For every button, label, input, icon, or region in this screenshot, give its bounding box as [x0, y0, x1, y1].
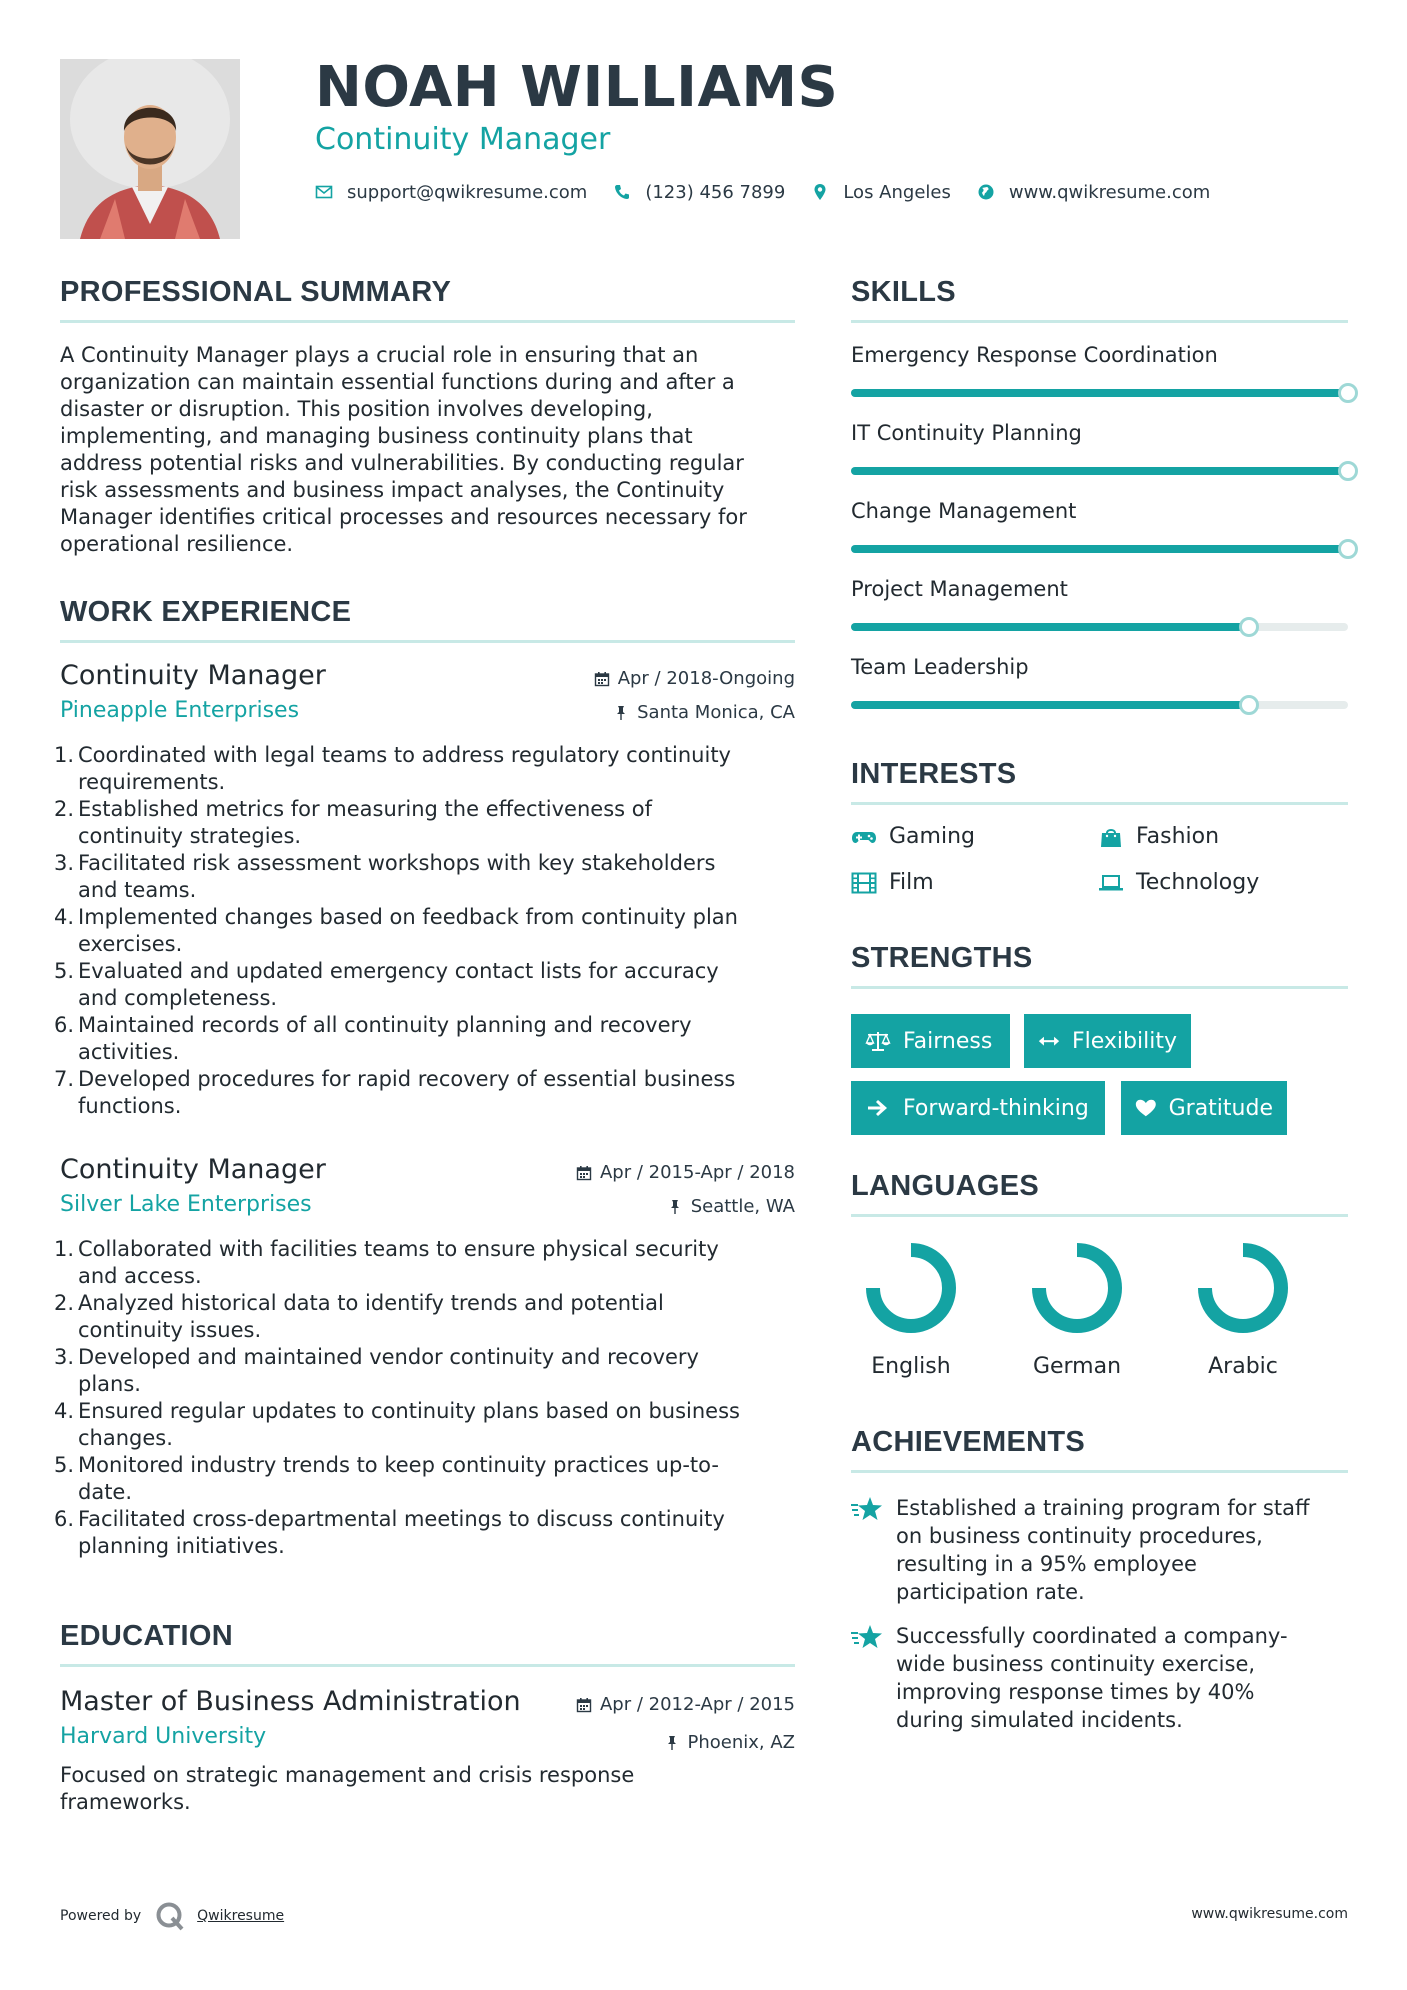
education-heading: EDUCATION	[60, 1620, 233, 1652]
duty-number: 7.	[54, 1067, 75, 1091]
job-location-text: Santa Monica, CA	[637, 702, 795, 723]
duty-line: Collaborated with facilities teams to ensure physical security	[78, 1237, 719, 1261]
summary-heading: PROFESSIONAL SUMMARY	[60, 276, 452, 308]
education-dates	[576, 1694, 795, 1715]
summary-line: Manager identifies critical processes and resources necessary for	[60, 505, 747, 529]
contact-bar	[315, 180, 1236, 204]
laptop-icon	[1098, 872, 1124, 894]
candidate-title: Continuity Manager	[315, 122, 611, 157]
interest-label: Film	[889, 870, 934, 895]
job-entry	[54, 660, 795, 1120]
achievement-item	[851, 1622, 1348, 1742]
strength-label: Flexibility	[1072, 1028, 1177, 1054]
calendar-icon	[576, 1165, 592, 1181]
duty-number: 4.	[54, 905, 75, 929]
language-label: German	[1032, 1354, 1122, 1379]
duty-line: activities.	[78, 1040, 180, 1064]
duty-line: changes.	[78, 1426, 173, 1450]
film-icon	[851, 872, 877, 894]
duty-line: Implemented changes based on feedback from continuity plan	[78, 905, 738, 929]
achievement-line: on business continuity procedures,	[896, 1524, 1263, 1548]
duty-line: plans.	[78, 1372, 141, 1396]
interest-item	[851, 870, 934, 895]
summary-line: A Continuity Manager plays a crucial role in ensuring that an	[60, 343, 699, 367]
achievement-line: improving response times by 40%	[896, 1680, 1255, 1704]
duty-line: continuity issues.	[78, 1318, 262, 1342]
star-icon	[851, 1624, 883, 1652]
skill-label: Team Leadership	[851, 655, 1029, 679]
skill-knob	[1239, 617, 1259, 637]
skill-track	[851, 389, 1348, 397]
duty-number: 6.	[54, 1013, 75, 1037]
strengths-heading-wrap	[851, 942, 1033, 975]
duty-item	[54, 850, 795, 904]
strength-badge	[1024, 1014, 1191, 1068]
job-company: Silver Lake Enterprises	[60, 1192, 312, 1217]
duty-number: 2.	[54, 1291, 75, 1315]
duty-number: 1.	[54, 1237, 75, 1261]
languages-heading: LANGUAGES	[851, 1170, 1039, 1202]
interests-divider	[851, 802, 1348, 805]
duty-number: 2.	[54, 797, 75, 821]
duty-line: continuity strategies.	[78, 824, 302, 848]
achievement-item	[851, 1494, 1348, 1614]
duty-item	[54, 958, 795, 1012]
email-icon	[315, 183, 333, 201]
skill-label: IT Continuity Planning	[851, 421, 1082, 445]
strengths-heading: STRENGTHS	[851, 942, 1033, 974]
skill-fill	[851, 467, 1348, 475]
skill-item	[851, 421, 1348, 481]
duty-line: Facilitated risk assessment workshops with key stakeholders	[78, 851, 716, 875]
footer-powered-by	[60, 1901, 284, 1931]
job-duties	[54, 1236, 795, 1560]
job-location	[667, 1196, 795, 1217]
education-dates-text: Apr / 2012-Apr / 2015	[599, 1694, 795, 1715]
interests-heading-wrap	[851, 758, 1016, 791]
profile-photo	[60, 59, 240, 239]
duty-line: date.	[78, 1480, 133, 1504]
duty-number: 6.	[54, 1507, 75, 1531]
job-dates-text: Apr / 2015-Apr / 2018	[599, 1162, 795, 1183]
language-ring	[1029, 1240, 1125, 1336]
skill-item	[851, 343, 1348, 403]
duty-item	[54, 742, 795, 796]
job-duties	[54, 742, 795, 1120]
duty-item	[54, 796, 795, 850]
duty-line: and completeness.	[78, 986, 278, 1010]
duty-item	[54, 1398, 795, 1452]
duty-item	[54, 1344, 795, 1398]
languages-divider	[851, 1214, 1348, 1217]
interest-label: Fashion	[1136, 824, 1220, 849]
job-entry	[54, 1154, 795, 1564]
contact-email[interactable]: support@qwikresume.com	[347, 181, 588, 203]
duty-item	[54, 1236, 795, 1290]
skill-fill	[851, 545, 1348, 553]
degree-title: Master of Business Administration	[60, 1686, 521, 1717]
languages-heading-wrap	[851, 1170, 1039, 1203]
achievements-divider	[851, 1470, 1348, 1473]
achievements-heading: ACHIEVEMENTS	[851, 1426, 1086, 1458]
interest-item	[1098, 824, 1219, 849]
duty-line: Established metrics for measuring the effectiveness of	[78, 797, 652, 821]
candidate-name: NOAH WILLIAMS	[315, 55, 839, 120]
summary-line: organization can maintain essential functions during and after a	[60, 370, 735, 394]
arrow-right-icon	[865, 1097, 891, 1119]
achievement-text	[896, 1622, 1348, 1734]
strength-badge	[851, 1081, 1105, 1135]
job-dates-text: Apr / 2018-Ongoing	[617, 668, 795, 689]
skill-knob	[1338, 383, 1358, 403]
skills-heading: SKILLS	[851, 276, 956, 308]
contact-location: Los Angeles	[843, 181, 951, 203]
skill-item	[851, 499, 1348, 559]
duty-line: Monitored industry trends to keep continuity practices up-to-	[78, 1453, 719, 1477]
interest-label: Technology	[1136, 870, 1260, 895]
skill-knob	[1338, 461, 1358, 481]
education-heading-wrap	[60, 1620, 233, 1653]
achievement-line: resulting in a 95% employee	[896, 1552, 1197, 1576]
language-item	[846, 1240, 976, 1379]
education-entry	[60, 1686, 795, 1826]
experience-heading: WORK EXPERIENCE	[60, 596, 352, 628]
education-location-text: Phoenix, AZ	[687, 1732, 795, 1753]
achievement-line: participation rate.	[896, 1580, 1085, 1604]
duty-line: exercises.	[78, 932, 183, 956]
summary-line: risk assessments and business impact analyses, the Continuity	[60, 478, 725, 502]
balance-scale-icon	[865, 1030, 891, 1052]
achievement-line: during simulated incidents.	[896, 1708, 1183, 1732]
interest-item	[1098, 870, 1259, 895]
education-line: Focused on strategic management and crisis response	[60, 1763, 635, 1787]
achievement-text	[896, 1494, 1348, 1606]
pushpin-icon	[664, 1735, 680, 1751]
job-title: Continuity Manager	[60, 660, 326, 691]
heart-icon	[1135, 1097, 1157, 1119]
duty-number: 1.	[54, 743, 75, 767]
education-description	[60, 1762, 634, 1816]
language-ring	[863, 1240, 959, 1336]
duty-number: 5.	[54, 1453, 75, 1477]
duty-item	[54, 1452, 795, 1506]
skill-fill	[851, 389, 1348, 397]
duty-item	[54, 1506, 795, 1560]
powered-by-text: Powered by	[60, 1908, 142, 1924]
qwikresume-logo-icon	[155, 1901, 185, 1931]
contact-website[interactable]: www.qwikresume.com	[1008, 181, 1211, 203]
footer-website[interactable]: www.qwikresume.com	[1191, 1906, 1348, 1922]
strength-label: Fairness	[903, 1028, 993, 1054]
language-label: Arabic	[1208, 1354, 1278, 1379]
strength-label: Gratitude	[1168, 1095, 1273, 1121]
skill-fill	[851, 623, 1249, 631]
summary-text	[60, 342, 795, 558]
job-company: Pineapple Enterprises	[60, 698, 300, 723]
summary-line: address potential risks and vulnerabilities. By conducting regular	[60, 451, 744, 475]
skill-label: Emergency Response Coordination	[851, 343, 1218, 367]
pushpin-icon	[613, 705, 629, 721]
shopping-bag-icon	[1098, 826, 1124, 848]
duty-item	[54, 904, 795, 958]
achievement-line: Established a training program for staff	[896, 1496, 1310, 1520]
duty-item	[54, 1066, 795, 1120]
language-item	[1178, 1240, 1308, 1379]
education-location	[664, 1732, 796, 1753]
achievement-line: wide business continuity exercise,	[896, 1652, 1256, 1676]
duty-line: functions.	[78, 1094, 182, 1118]
duty-line: Developed and maintained vendor continuity and recovery	[78, 1345, 699, 1369]
duty-number: 5.	[54, 959, 75, 983]
duty-item	[54, 1012, 795, 1066]
job-dates	[594, 668, 795, 689]
duty-line: Analyzed historical data to identify trends and potential	[78, 1291, 664, 1315]
summary-line: disaster or disruption. This position involves developing,	[60, 397, 653, 421]
language-item	[1012, 1240, 1142, 1379]
duty-line: Maintained records of all continuity planning and recovery	[78, 1013, 692, 1037]
skill-item	[851, 655, 1348, 715]
duty-number: 3.	[54, 1345, 75, 1369]
duty-line: Evaluated and updated emergency contact lists for accuracy	[78, 959, 719, 983]
duty-number: 4.	[54, 1399, 75, 1423]
education-divider	[60, 1664, 795, 1667]
duty-line: Ensured regular updates to continuity plans based on business	[78, 1399, 740, 1423]
skill-label: Change Management	[851, 499, 1077, 523]
phone-icon	[613, 183, 631, 201]
skill-knob	[1239, 695, 1259, 715]
skills-heading-wrap	[851, 276, 956, 309]
calendar-icon	[576, 1697, 592, 1713]
duty-line: and access.	[78, 1264, 202, 1288]
skill-knob	[1338, 539, 1358, 559]
achievement-line: Successfully coordinated a company-	[896, 1624, 1288, 1648]
job-location-text: Seattle, WA	[690, 1196, 795, 1217]
skill-label: Project Management	[851, 577, 1068, 601]
map-marker-icon	[811, 183, 829, 201]
summary-divider	[60, 320, 795, 323]
duty-item	[54, 1290, 795, 1344]
summary-line: implementing, and managing business continuity plans that	[60, 424, 693, 448]
strength-badge	[851, 1014, 1010, 1068]
duty-line: Developed procedures for rapid recovery of essential business	[78, 1067, 736, 1091]
skills-divider	[851, 320, 1348, 323]
job-location	[613, 702, 795, 723]
pushpin-icon	[667, 1199, 683, 1215]
globe-icon	[977, 183, 995, 201]
duty-line: Coordinated with legal teams to address regulatory continuity	[78, 743, 731, 767]
school-name: Harvard University	[60, 1724, 267, 1749]
summary-line: operational resilience.	[60, 532, 294, 556]
calendar-icon	[594, 671, 610, 687]
skill-fill	[851, 701, 1249, 709]
duty-line: Facilitated cross-departmental meetings to discuss continuity	[78, 1507, 725, 1531]
brand-link[interactable]: Qwikresume	[197, 1908, 285, 1924]
duty-number: 3.	[54, 851, 75, 875]
star-icon	[851, 1496, 883, 1524]
duty-line: planning initiatives.	[78, 1534, 285, 1558]
language-label: English	[871, 1354, 951, 1379]
job-title: Continuity Manager	[60, 1154, 326, 1185]
experience-divider	[60, 640, 795, 643]
strength-badge	[1121, 1081, 1287, 1135]
contact-phone[interactable]: (123) 456 7899	[645, 181, 786, 203]
skill-track	[851, 467, 1348, 475]
interest-item	[851, 824, 975, 849]
strengths-divider	[851, 986, 1348, 989]
interests-heading: INTERESTS	[851, 758, 1017, 790]
arrows-horizontal-icon	[1038, 1030, 1060, 1052]
duty-line: and teams.	[78, 878, 197, 902]
job-dates	[576, 1162, 795, 1183]
skill-track	[851, 701, 1348, 709]
achievements-heading-wrap	[851, 1426, 1085, 1459]
education-line: frameworks.	[60, 1790, 191, 1814]
language-ring	[1195, 1240, 1291, 1336]
skill-track	[851, 623, 1348, 631]
strength-label: Forward-thinking	[903, 1095, 1089, 1121]
skill-track	[851, 545, 1348, 553]
skill-item	[851, 577, 1348, 637]
interest-label: Gaming	[889, 824, 975, 849]
summary-heading-wrap	[60, 276, 451, 309]
experience-heading-wrap	[60, 596, 351, 629]
gamepad-icon	[851, 826, 877, 848]
duty-line: requirements.	[78, 770, 226, 794]
